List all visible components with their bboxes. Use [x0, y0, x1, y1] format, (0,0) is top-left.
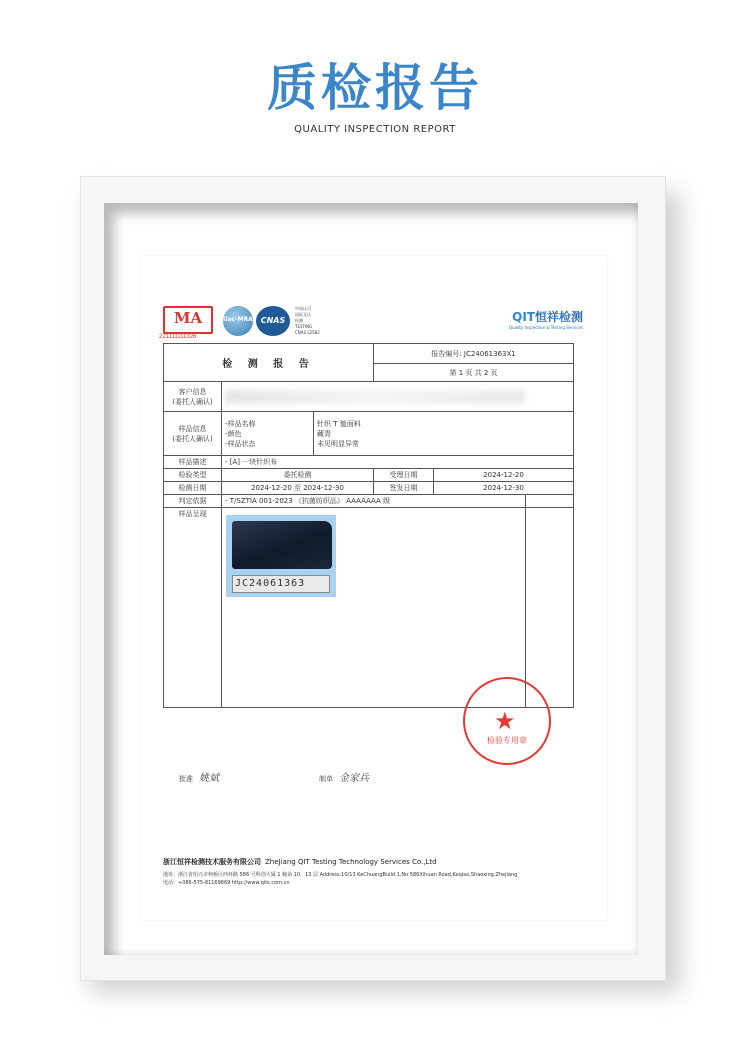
qit-logo-main	[509, 308, 583, 325]
fabric-cloth	[232, 521, 332, 569]
picture-frame	[80, 176, 666, 981]
company-address	[163, 871, 517, 887]
redacted-client-info	[225, 390, 525, 404]
approve-label: 批准	[179, 775, 193, 783]
fabric-photo	[226, 515, 336, 597]
page-indicator: 第 1 页 共 2 页	[374, 364, 574, 382]
cnas-logo-text: CNAS	[260, 316, 286, 325]
report-number-cell	[374, 344, 574, 364]
company-name-cn: 浙江恒祥检测技术服务有限公司	[163, 858, 261, 866]
report-paper	[141, 256, 607, 920]
prepare-label: 制单	[319, 775, 333, 783]
qit-logo	[509, 308, 583, 330]
sample-tag	[232, 575, 330, 593]
issue-date-label: 签发日期	[374, 482, 434, 495]
basis-value: - T/SZTIA 001-2023 《抗菌纺织品》 AAAAAAA 级	[222, 495, 526, 508]
address-line: 地址：浙江省绍兴市柯桥区西环路 586 号科创大厦 1 幢第 10、13 层 Address:10/13 KeChuangBuild 1,No 586Xihuan Road,Keqiao,Shaoxing,Zhejiang	[163, 872, 518, 878]
sample-info-label: 样品信息 (委托人确认)	[164, 412, 222, 456]
report-number-label: 报告编号:	[431, 349, 462, 358]
prepare-signature: 金家兵	[339, 773, 369, 784]
sample-desc-value: - [A] 一块针织布	[222, 456, 574, 469]
sample-photo-label: 样品呈现	[164, 508, 222, 708]
qit-logo-prefix: QIT	[512, 310, 535, 324]
accept-date-value: 2024-12-20	[434, 469, 574, 482]
approve-signature-row	[179, 769, 219, 784]
accept-date-label: 受理日期	[374, 469, 434, 482]
inspect-type-label: 检验类型	[164, 469, 222, 482]
cnas-logo	[256, 306, 290, 336]
page-subtitle: QUALITY INSPECTION REPORT	[294, 124, 456, 135]
sample-photo-empty	[526, 508, 574, 708]
report-number: JC24061363X1	[463, 349, 516, 358]
sample-desc-label: 样品描述	[164, 456, 222, 469]
company-name-en: ZheJiang QIT Testing Technology Services Co.,Ltd	[265, 858, 437, 866]
ma-logo	[163, 306, 213, 334]
cnas-accreditation-text: 中国认可 国际互认 检测 TESTING CNAS L2582	[295, 306, 320, 335]
ma-number: 221111111326	[159, 334, 197, 340]
frame-mat	[104, 203, 638, 955]
official-seal	[463, 677, 551, 765]
page-title: 质检报告	[267, 59, 483, 117]
test-date-label: 检测日期	[164, 482, 222, 495]
client-info-value	[222, 382, 574, 412]
issue-date-value: 2024-12-30	[434, 482, 574, 495]
ma-logo-text: MA	[173, 309, 203, 327]
sample-info-fields: -样品名称 -颜色 -样品状态	[222, 412, 314, 456]
sample-tag-text: JC24061363	[235, 578, 306, 589]
sample-photo-cell	[222, 508, 526, 708]
test-date-value: 2024-12-20 至 2024-12-30	[222, 482, 374, 495]
approve-signature: 姚斌	[199, 773, 219, 784]
ilac-logo-text: ilac-MRA	[223, 316, 253, 323]
basis-label: 判定依据	[164, 495, 222, 508]
report-table	[163, 343, 574, 708]
seal-star-icon: ★	[494, 707, 516, 735]
ilac-logo	[223, 306, 253, 336]
qit-logo-name: 恒祥检测	[534, 310, 583, 324]
qit-logo-sub: Quality Inspection & Testing Services	[508, 325, 583, 330]
basis-empty	[526, 495, 574, 508]
client-info-label: 客户信息 (委托人确认)	[164, 382, 222, 412]
seal-text: 检验专用章	[487, 736, 527, 745]
sample-info-values: 针织 T 恤面料 藏青 未见明显异常	[314, 412, 574, 456]
prepare-signature-row	[319, 769, 369, 784]
inspect-type-value: 委托检测	[222, 469, 374, 482]
tel-line: 电话：+086-575-81169669 http://www.qits.com.cn	[163, 880, 290, 886]
company-name	[163, 857, 437, 867]
report-heading: 检 测 报 告	[164, 344, 374, 382]
